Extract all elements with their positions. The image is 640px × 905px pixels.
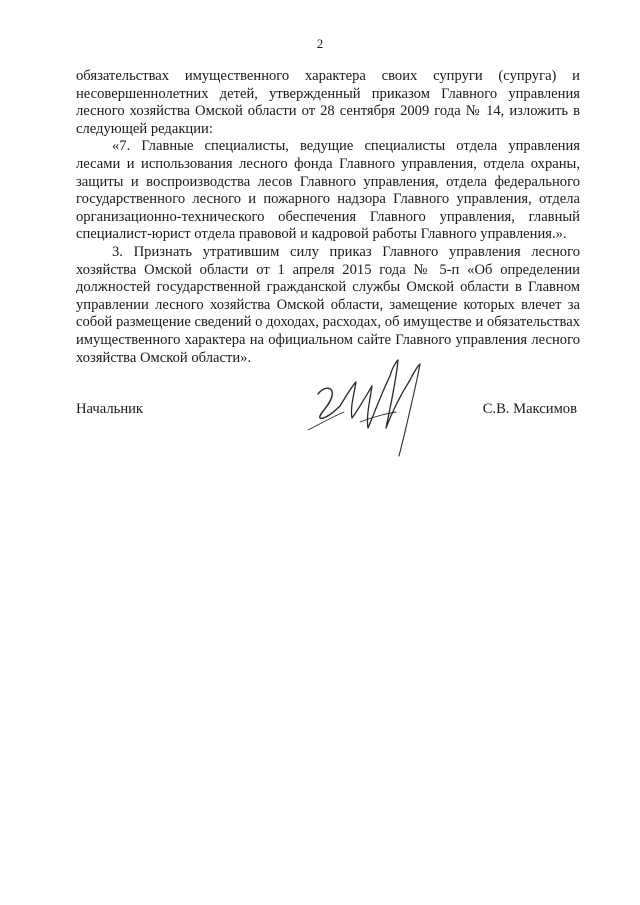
handwritten-signature bbox=[300, 352, 440, 462]
signatory-name: С.В. Максимов bbox=[482, 401, 577, 417]
paragraph-item-7: «7. Главные специалисты, ведущие специалисты отдела управления лесами и использования лесного фонда Главного управления, отдела охраны, защиты и воспроизводства лесов Главного управления, отдела федерального государственного лесного и пожарного надзора Главного управления, отдела организационно-технического обеспечения Главного управления, главный специалист-юрист отдела правовой и кадровой работы Главного управления.». bbox=[76, 138, 580, 243]
paragraph-continuation: обязательствах имущественного характера своих супруги (супруга) и несовершеннолетних детей, утвержденный приказом Главного управления лесного хозяйства Омской области от 28 сентября 2009 года № 14, изложить в следующей редакции: bbox=[76, 68, 580, 137]
document-body bbox=[76, 68, 580, 367]
signatory-title: Начальник bbox=[76, 401, 144, 417]
page-number: 2 bbox=[316, 36, 324, 51]
paragraph-item-3: 3. Признать утратившим силу приказ Главного управления лесного хозяйства Омской области от 1 апреля 2015 года № 5-п «Об определении должностей государственной гражданской службы Омской области в Главном управлении лесного хозяйства Омской области, замещение которых влечет за собой размещение сведений о доходах, расходах, об имуществе и обязательствах имущественного характера на официальном сайте Главного управления лесного хозяйства Омской области». bbox=[76, 243, 580, 366]
